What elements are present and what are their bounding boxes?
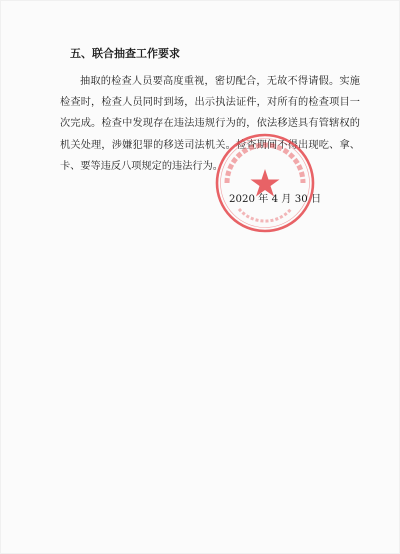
document-date: 2020 年 4 月 30 日 <box>229 194 322 205</box>
section-heading: 五、联合抽查工作要求 <box>70 47 180 60</box>
section-paragraph: 抽取的检查人员要高度重视，密切配合，无故不得请假。实施检查时，检查人员同时到场，出示执法证件，对所有的检查项目一次完成。检查中发现存在违法违规行为的，依法移送具有管辖权的机关处理，涉嫌犯罪的移送司法机关。检查期间不得出现吃、拿、卡、要等违反八项规定的违法行为。 <box>60 76 360 172</box>
official-seal <box>213 131 317 235</box>
